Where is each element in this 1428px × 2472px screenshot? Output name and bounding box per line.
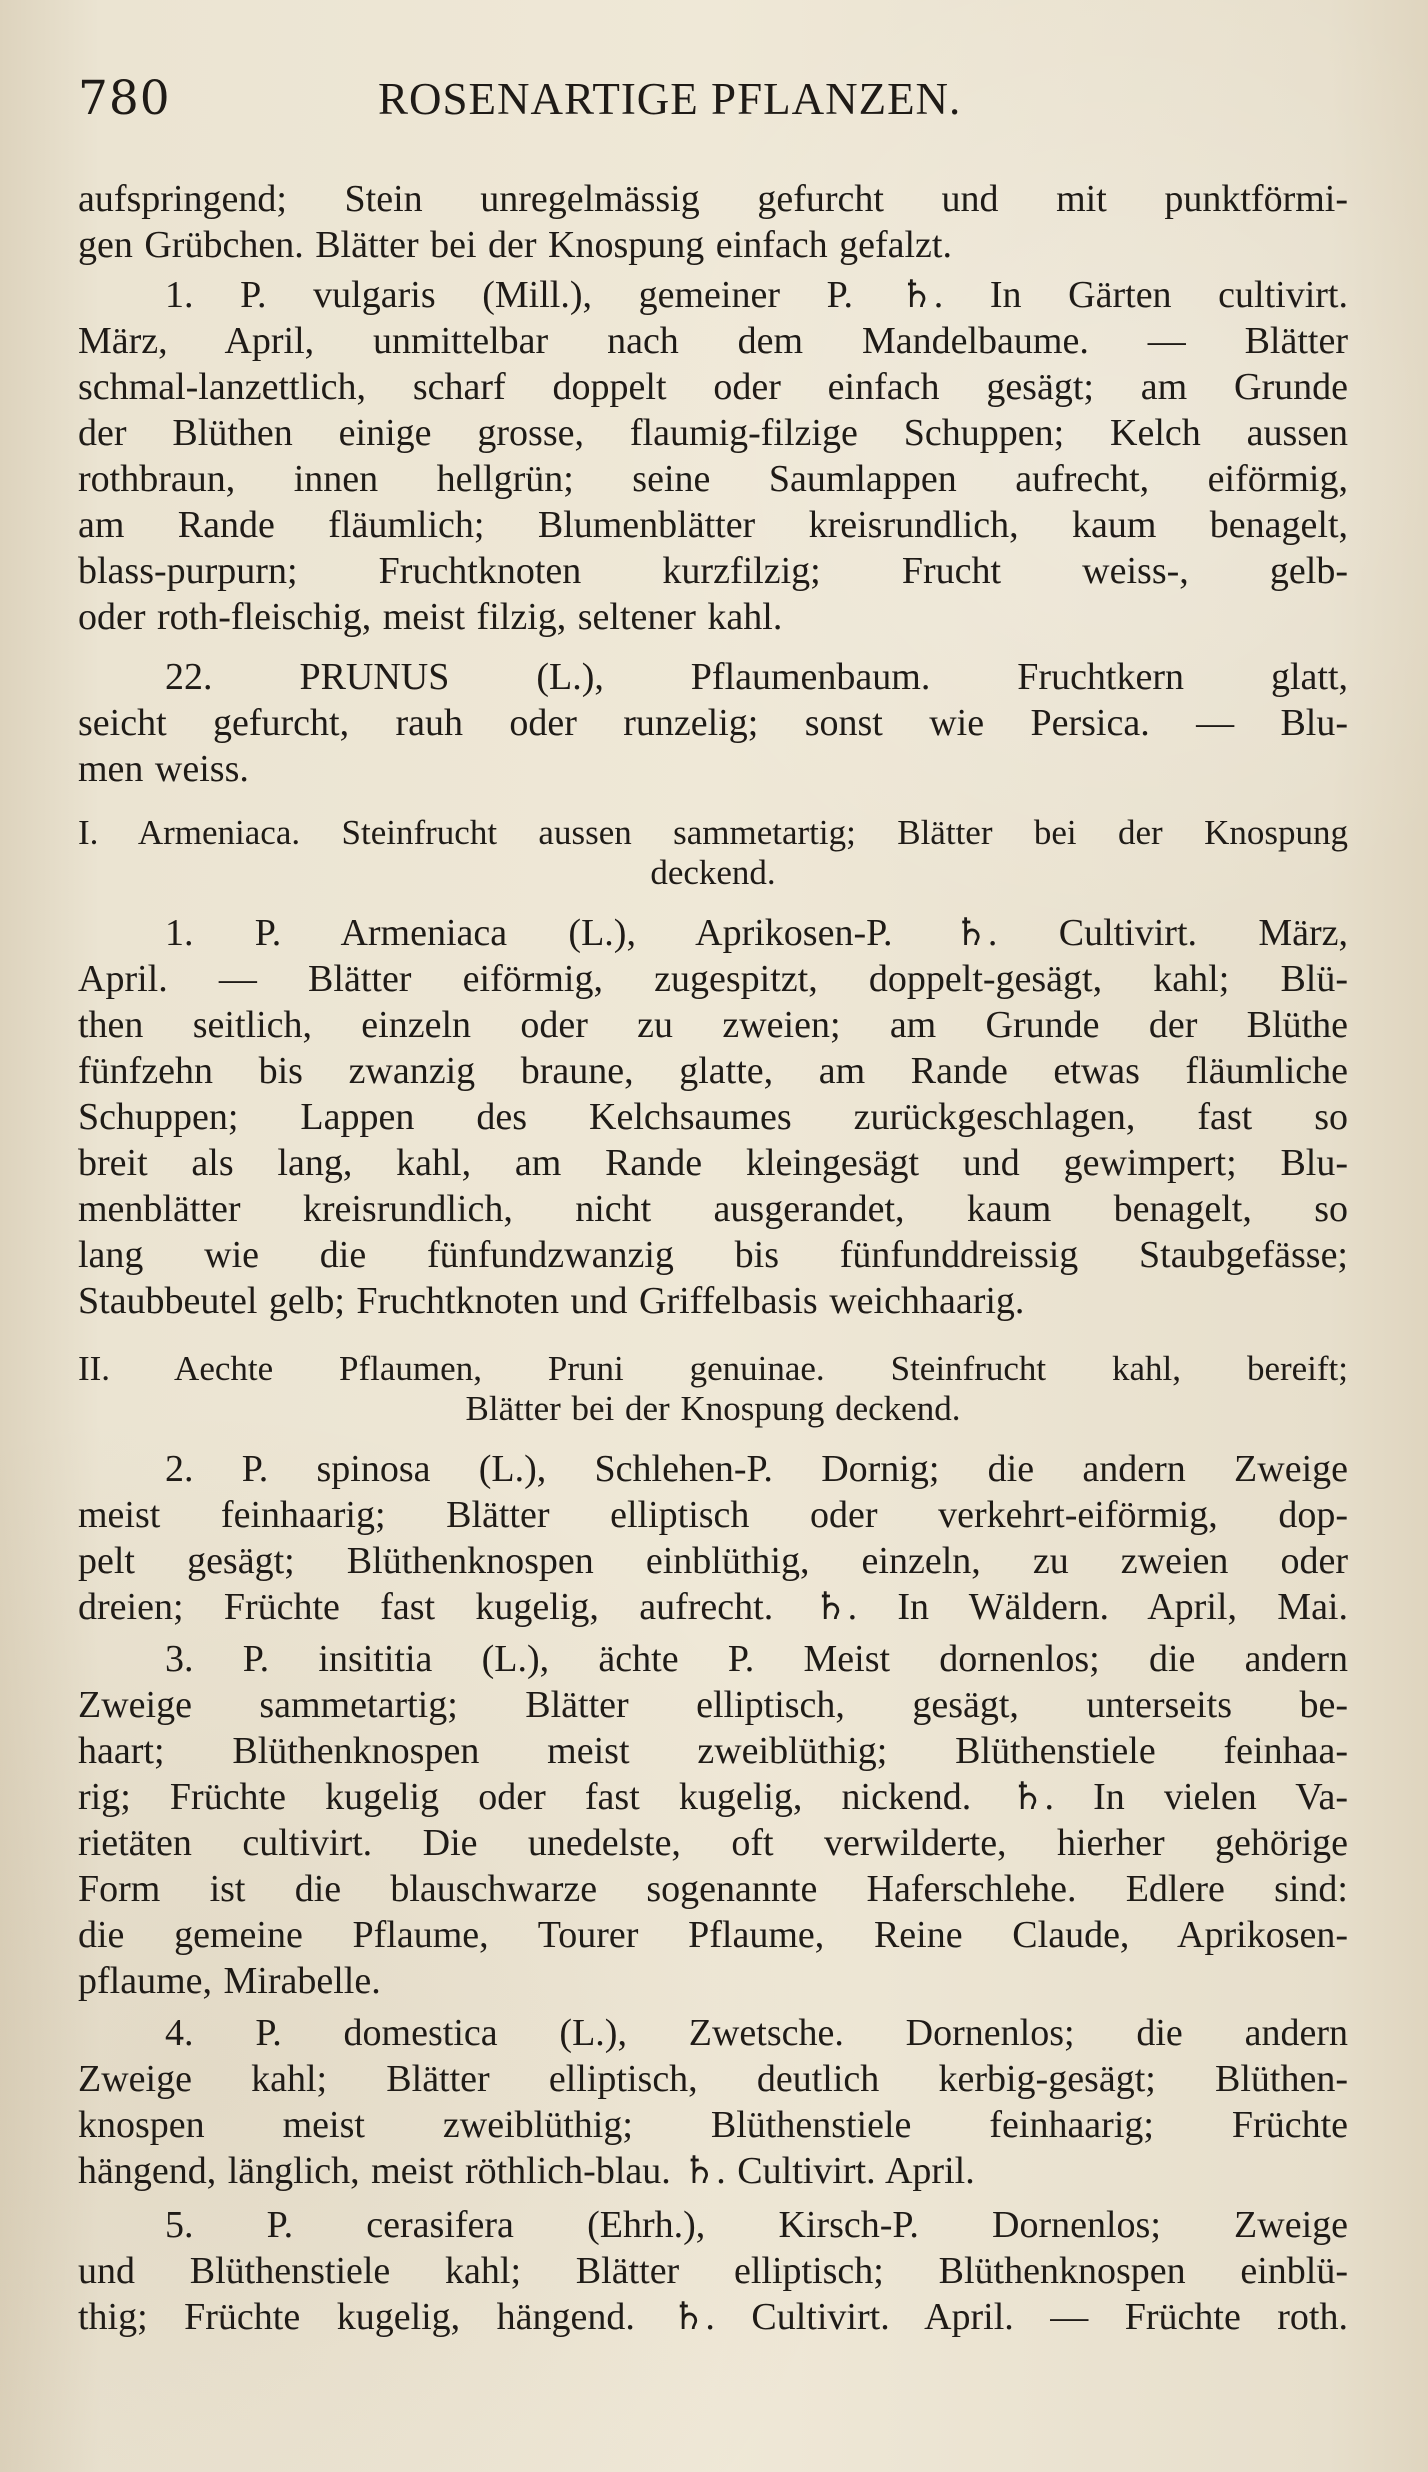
species-armeniaca-line-1: 1. P. Armeniaca (L.), Aprikosen-P. ♄. Cultivirt. März, xyxy=(165,912,1348,954)
species-vulgaris-line-7: blass-purpurn; Fruchtknoten kurzfilzig; Frucht weiss-, gelb- xyxy=(78,550,1348,592)
species-domestica-line-1: 4. P. domestica (L.), Zwetsche. Dornenlos; die andern xyxy=(165,2012,1348,2054)
species-vulgaris-line-2: März, April, unmittelbar nach dem Mandelbaume. — Blätter xyxy=(78,320,1348,362)
species-spinosa-line-3: pelt gesägt; Blüthenknospen einblüthig, einzeln, zu zweien oder xyxy=(78,1540,1348,1582)
species-spinosa-line-2: meist feinhaarig; Blätter elliptisch oder verkehrt-eiförmig, dop- xyxy=(78,1494,1348,1536)
text-line-1: aufspringend; Stein unregelmässig gefurcht und mit punktförmi- xyxy=(78,178,1348,220)
species-cerasifera-line-3: thig; Früchte kugelig, hängend. ♄. Cultivirt. April. — Früchte roth. xyxy=(78,2296,1348,2338)
species-domestica-line-4: hängend, länglich, meist röthlich-blau. ♄. Cultivirt. April. xyxy=(78,2150,975,2192)
species-insititia-line-5: rietäten cultivirt. Die unedelste, oft verwilderte, hierher gehörige xyxy=(78,1822,1348,1864)
species-vulgaris-line-1: 1. P. vulgaris (Mill.), gemeiner P. ♄. In Gärten cultivirt. xyxy=(165,274,1348,316)
species-insititia-line-8: pflaume, Mirabelle. xyxy=(78,1960,381,2002)
section-genuinae-line-1: II. Aechte Pflaumen, Pruni genuinae. Steinfrucht kahl, bereift; xyxy=(78,1349,1348,1388)
species-armeniaca-line-8: lang wie die fünfundzwanzig bis fünfunddreissig Staubgefässe; xyxy=(78,1234,1348,1276)
species-spinosa-line-1: 2. P. spinosa (L.), Schlehen-P. Dornig; die andern Zweige xyxy=(165,1448,1348,1490)
species-domestica-line-3: knospen meist zweiblüthig; Blüthenstiele feinhaarig; Früchte xyxy=(78,2104,1348,2146)
species-armeniaca-line-4: fünfzehn bis zwanzig braune, glatte, am Rande etwas fläumliche xyxy=(78,1050,1348,1092)
species-cerasifera-line-2: und Blüthenstiele kahl; Blätter elliptisch; Blüthenknospen einblü- xyxy=(78,2250,1348,2292)
genus-prunus-line-1: 22. PRUNUS (L.), Pflaumenbaum. Fruchtkern glatt, xyxy=(165,656,1348,698)
species-insititia-line-4: rig; Früchte kugelig oder fast kugelig, nickend. ♄. In vielen Va- xyxy=(78,1776,1348,1818)
species-insititia-line-1: 3. P. insititia (L.), ächte P. Meist dornenlos; die andern xyxy=(165,1638,1348,1680)
genus-prunus-line-2: seicht gefurcht, rauh oder runzelig; sonst wie Persica. — Blu- xyxy=(78,702,1348,744)
species-vulgaris-line-4: der Blüthen einige grosse, flaumig-filzige Schuppen; Kelch aussen xyxy=(78,412,1348,454)
species-vulgaris-line-6: am Rande fläumlich; Blumenblätter kreisrundlich, kaum benagelt, xyxy=(78,504,1348,546)
species-vulgaris-line-3: schmal-lanzettlich, scharf doppelt oder einfach gesägt; am Grunde xyxy=(78,366,1348,408)
genus-prunus-line-3: men weiss. xyxy=(78,748,249,790)
species-insititia-line-2: Zweige sammetartig; Blätter elliptisch, gesägt, unterseits be- xyxy=(78,1684,1348,1726)
section-armeniaca-line-1: I. Armeniaca. Steinfrucht aussen sammetartig; Blätter bei der Knospung xyxy=(78,813,1348,852)
species-insititia-line-6: Form ist die blauschwarze sogenannte Haferschlehe. Edlere sind: xyxy=(78,1868,1348,1910)
species-spinosa-line-4: dreien; Früchte fast kugelig, aufrecht. ♄. In Wäldern. April, Mai. xyxy=(78,1586,1348,1628)
running-title: ROSENARTIGE PFLANZEN. xyxy=(378,74,962,124)
section-genuinae-line-2: Blätter bei der Knospung deckend. xyxy=(465,1389,961,1428)
species-armeniaca-line-6: breit als lang, kahl, am Rande kleingesägt und gewimpert; Blu- xyxy=(78,1142,1348,1184)
species-armeniaca-line-5: Schuppen; Lappen des Kelchsaumes zurückgeschlagen, fast so xyxy=(78,1096,1348,1138)
species-vulgaris-line-8: oder roth-fleischig, meist filzig, seltener kahl. xyxy=(78,596,783,638)
section-armeniaca-line-2: deckend. xyxy=(650,853,776,892)
species-armeniaca-line-3: then seitlich, einzeln oder zu zweien; am Grunde der Blüthe xyxy=(78,1004,1348,1046)
page-header xyxy=(78,70,1358,130)
species-vulgaris-line-5: rothbraun, innen hellgrün; seine Saumlappen aufrecht, eiförmig, xyxy=(78,458,1348,500)
species-armeniaca-line-7: menblätter kreisrundlich, nicht ausgerandet, kaum benagelt, so xyxy=(78,1188,1348,1230)
species-insititia-line-7: die gemeine Pflaume, Tourer Pflaume, Reine Claude, Aprikosen- xyxy=(78,1914,1348,1956)
text-line-2: gen Grübchen. Blätter bei der Knospung einfach gefalzt. xyxy=(78,224,952,266)
species-armeniaca-line-2: April. — Blätter eiförmig, zugespitzt, doppelt-gesägt, kahl; Blü- xyxy=(78,958,1348,1000)
species-armeniaca-line-9: Staubbeutel gelb; Fruchtknoten und Griffelbasis weichhaarig. xyxy=(78,1280,1025,1322)
species-insititia-line-3: haart; Blüthenknospen meist zweiblüthig; Blüthenstiele feinhaa- xyxy=(78,1730,1348,1772)
page-number: 780 xyxy=(78,71,171,126)
species-domestica-line-2: Zweige kahl; Blätter elliptisch, deutlich kerbig-gesägt; Blüthen- xyxy=(78,2058,1348,2100)
species-cerasifera-line-1: 5. P. cerasifera (Ehrh.), Kirsch-P. Dornenlos; Zweige xyxy=(165,2204,1348,2246)
